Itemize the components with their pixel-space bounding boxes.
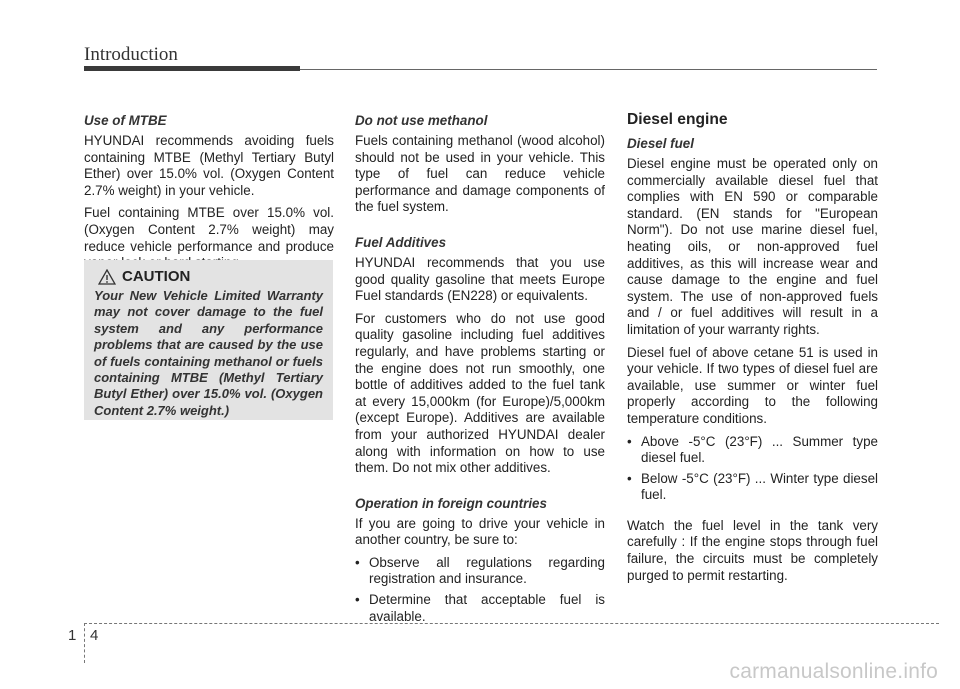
caution-title: CAUTION [122,268,191,285]
header-bar [84,66,300,71]
methanol-paragraph: Fuels containing methanol (wood alcohol) should not be used in your vehicle. This type of fuel can reduce vehicle performance and damage components of the fuel system. [355,133,605,215]
mtbe-paragraph-2: Fuel containing MTBE over 15.0% vol. (Oxygen Content 2.7% weight) may reduce vehicle performance and produce [84,205,334,254]
methanol-heading: Do not use methanol [355,113,488,128]
mtbe-heading: Use of MTBE [84,113,167,128]
diesel-fuel-paragraph-1: Diesel engine must be operated only on commercially available diesel fuel that complies with EN 590 or comparable standard. (EN stands for "European Norm"). Do not use marine diesel fuel, heating oils, or non-approved fuel additives, as this will increase wear and cause damage to the engine and fuel system. The use of non-approved fuels and / or fuel additives will result in a limitation of your warranty rights. [627,156,878,337]
foreign-paragraph: If you are going to drive your vehicle in another country, be sure to: [355,515,605,548]
diesel-engine-heading: Diesel engine [627,111,728,128]
fuel-level-paragraph: Watch the fuel level in the tank very carefully : If the engine stops through fuel failure, the circuits must be completely purged to permit restarting. [627,517,878,583]
list-item: • Above -5°C (23°F) ... Summer type diesel fuel. [627,433,878,466]
chapter-number: 1 [68,627,77,644]
diesel-fuel-paragraph-2: Diesel fuel of above cetane 51 is used in your vehicle. If two types of diesel fuel are available, use summer or winter fuel properly according to the following temperature conditions. [627,344,878,426]
list-item: • Determine that acceptable fuel is available. [355,592,605,624]
page-number: 4 [90,627,99,644]
warning-triangle-icon [98,269,116,285]
footer-rule [84,623,939,624]
footer-divider [84,623,85,663]
additives-paragraph-1: HYUNDAI recommends that you use good quality gasoline that meets Europe Fuel standards (EN228) or equivalents. [355,254,605,304]
additives-paragraph-2: For customers who do not use good quality gasoline including fuel additives regularly, and have problems starting or the engine does not run smoothly, one bottle of additives added to the fuel tank at every 15,000km (for Europe)/5,000km (except Europe). Additives are available from your authorized HYUNDAI dealer along with information on how to use them. Do not mix other additives. [355,310,605,476]
temperature-bullet-list [627,434,878,504]
mtbe-paragraph-1: HYUNDAI recommends avoiding fuels containing MTBE (Methyl Tertiary Butyl Ether) over 15.0% vol. (Oxygen Content 2.7% weight) in your vehicle. [84,133,334,198]
caution-body: Your New Vehicle Limited Warranty may not cover damage to the fuel system and any performance problems that are caused by the use of fuels containing methanol or fuels containing MTBE (Methyl Tertiary Butyl Ether) over 15.0% vol. (Oxygen Content 2.7% weight.) [94,288,323,418]
caution-box [84,260,333,420]
foreign-bullet-list [355,555,605,625]
caution-header [94,268,323,285]
header-rule [300,69,877,70]
column-1 [84,112,334,278]
column-2 [355,112,605,631]
page-header-title: Introduction [84,44,178,65]
column-3 [627,110,878,590]
additives-heading: Fuel Additives [355,234,447,250]
foreign-heading: Operation in foreign countries [355,495,547,511]
diesel-fuel-subheading: Diesel fuel [627,136,694,151]
watermark: carmanualsonline.info [729,660,938,683]
list-item: • Below -5°C (23°F) ... Winter type diesel fuel. [627,470,878,503]
list-item: • Observe all regulations regarding registration and insurance. [355,554,605,587]
